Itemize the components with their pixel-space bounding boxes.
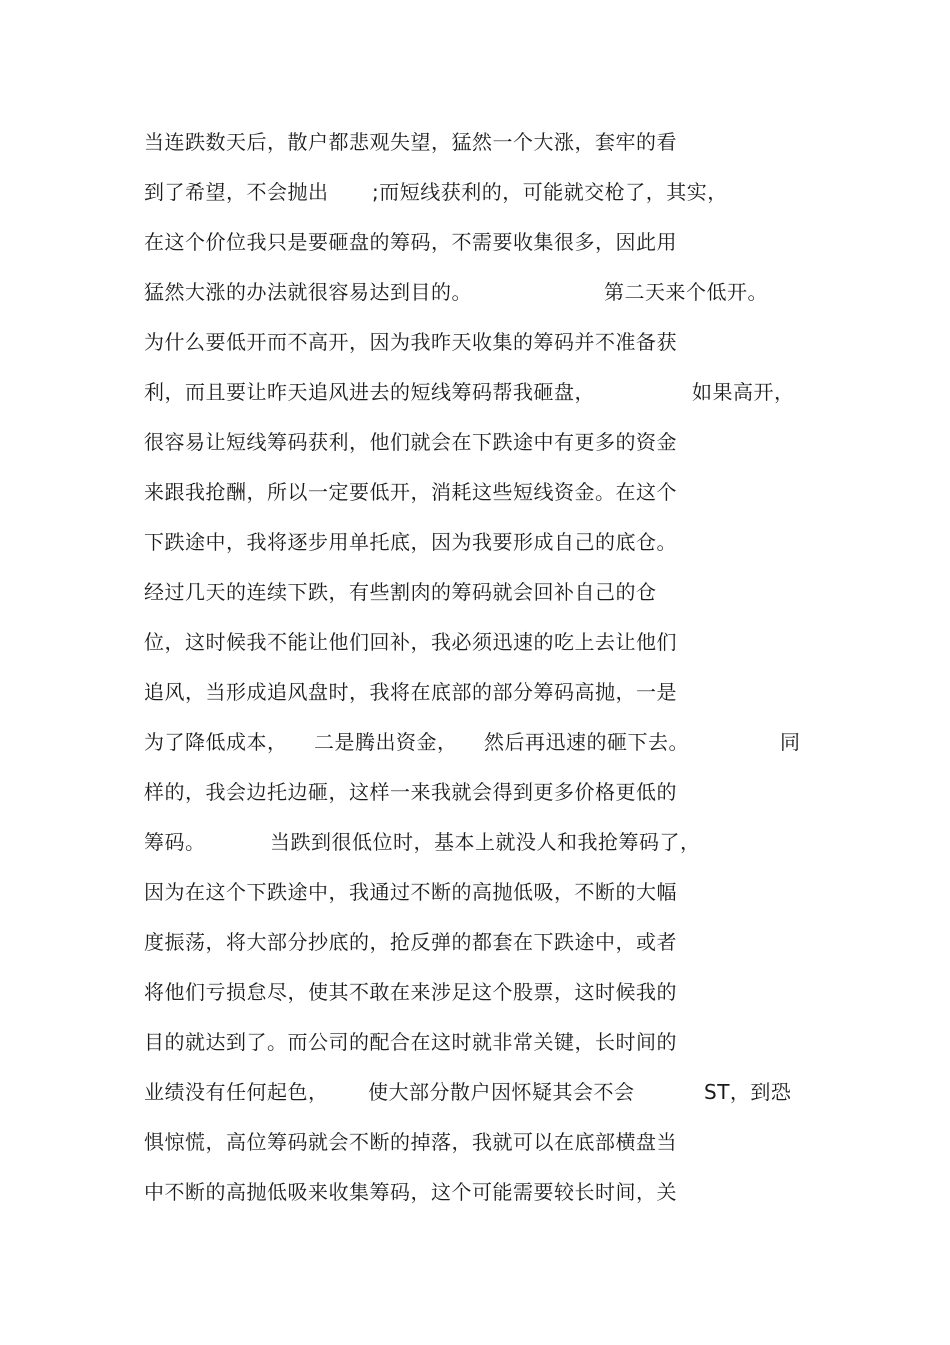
text-line [144, 120, 824, 170]
text-segment: 当连跌数天后，散户都悲观失望，猛然一个大涨，套牢的看 [144, 130, 677, 154]
text-segment: 很容易让短线筹码获利，他们就会在下跌途中有更多的资金 [144, 430, 677, 454]
text-segment: 下跌途中，我将逐步用单托底，因为我要形成自己的底仓。 [144, 530, 677, 554]
text-segment: 因为在这个下跌途中，我通过不断的高抛低吸，不断的大幅 [144, 880, 677, 904]
text-segment: 目的就达到了。而公司的配合在这时就非常关键，长时间的 [144, 1030, 677, 1054]
text-segment: 二是腾出资金， [314, 730, 458, 754]
text-segment: 使大部分散户因怀疑其会不会 [368, 1080, 635, 1104]
text-segment: ST，到恐 [704, 1080, 792, 1104]
text-line [144, 820, 824, 870]
text-segment: 惧惊慌，高位筹码就会不断的掉落，我就可以在底部横盘当 [144, 1130, 677, 1154]
text-segment: 到了希望，不会抛出 [144, 180, 329, 204]
text-segment: 位，这时候我不能让他们回补，我必须迅速的吃上去让他们 [144, 630, 677, 654]
text-line [144, 720, 824, 770]
text-segment: 筹码。 [144, 830, 206, 854]
text-line [144, 420, 824, 470]
text-line [144, 770, 824, 820]
text-segment: 样的，我会边托边砸，这样一来我就会得到更多价格更低的 [144, 780, 677, 804]
text-segment: 中不断的高抛低吸来收集筹码，这个可能需要较长时间，关 [144, 1180, 677, 1204]
text-segment: 如果高开， [692, 380, 795, 404]
text-segment: 为了降低成本， [144, 730, 288, 754]
text-line [144, 370, 824, 420]
text-line [144, 220, 824, 270]
text-segment: 追风，当形成追风盘时，我将在底部的部分筹码高抛，一是 [144, 680, 677, 704]
text-line [144, 170, 824, 220]
text-segment: 为什么要低开而不高开，因为我昨天收集的筹码并不准备获 [144, 330, 677, 354]
text-line [144, 1020, 824, 1070]
text-segment: ;而短线获利的，可能就交枪了，其实， [372, 180, 728, 204]
text-line [144, 1120, 824, 1170]
text-segment: 业绩没有任何起色， [144, 1080, 329, 1104]
text-segment: 度振荡，将大部分抄底的，抢反弹的都套在下跌途中，或者 [144, 930, 677, 954]
text-segment: 将他们亏损怠尽，使其不敢在来涉足这个股票，这时候我的 [144, 980, 677, 1004]
text-line [144, 270, 824, 320]
text-segment: 当跌到很低位时，基本上就没人和我抢筹码了， [270, 830, 701, 854]
text-segment: 经过几天的连续下跌，有些割肉的筹码就会回补自己的仓 [144, 580, 657, 604]
text-segment: 同 [780, 730, 801, 754]
text-line [144, 1170, 824, 1220]
text-line [144, 320, 824, 370]
text-line [144, 570, 824, 620]
text-segment: 第二天来个低开。 [604, 280, 768, 304]
text-line [144, 870, 824, 920]
text-segment: 利，而且要让昨天追风进去的短线筹码帮我砸盘， [144, 380, 595, 404]
text-line [144, 970, 824, 1020]
text-line [144, 920, 824, 970]
text-segment: 然后再迅速的砸下去。 [484, 730, 689, 754]
text-line [144, 620, 824, 670]
text-segment: 在这个价位我只是要砸盘的筹码，不需要收集很多，因此用 [144, 230, 677, 254]
text-line [144, 470, 824, 520]
text-line [144, 670, 824, 720]
text-segment: 猛然大涨的办法就很容易达到目的。 [144, 280, 472, 304]
text-line [144, 520, 824, 570]
text-line [144, 1070, 824, 1120]
text-segment: 来跟我抢酬，所以一定要低开，消耗这些短线资金。在这个 [144, 480, 677, 504]
body-text [144, 120, 824, 1220]
